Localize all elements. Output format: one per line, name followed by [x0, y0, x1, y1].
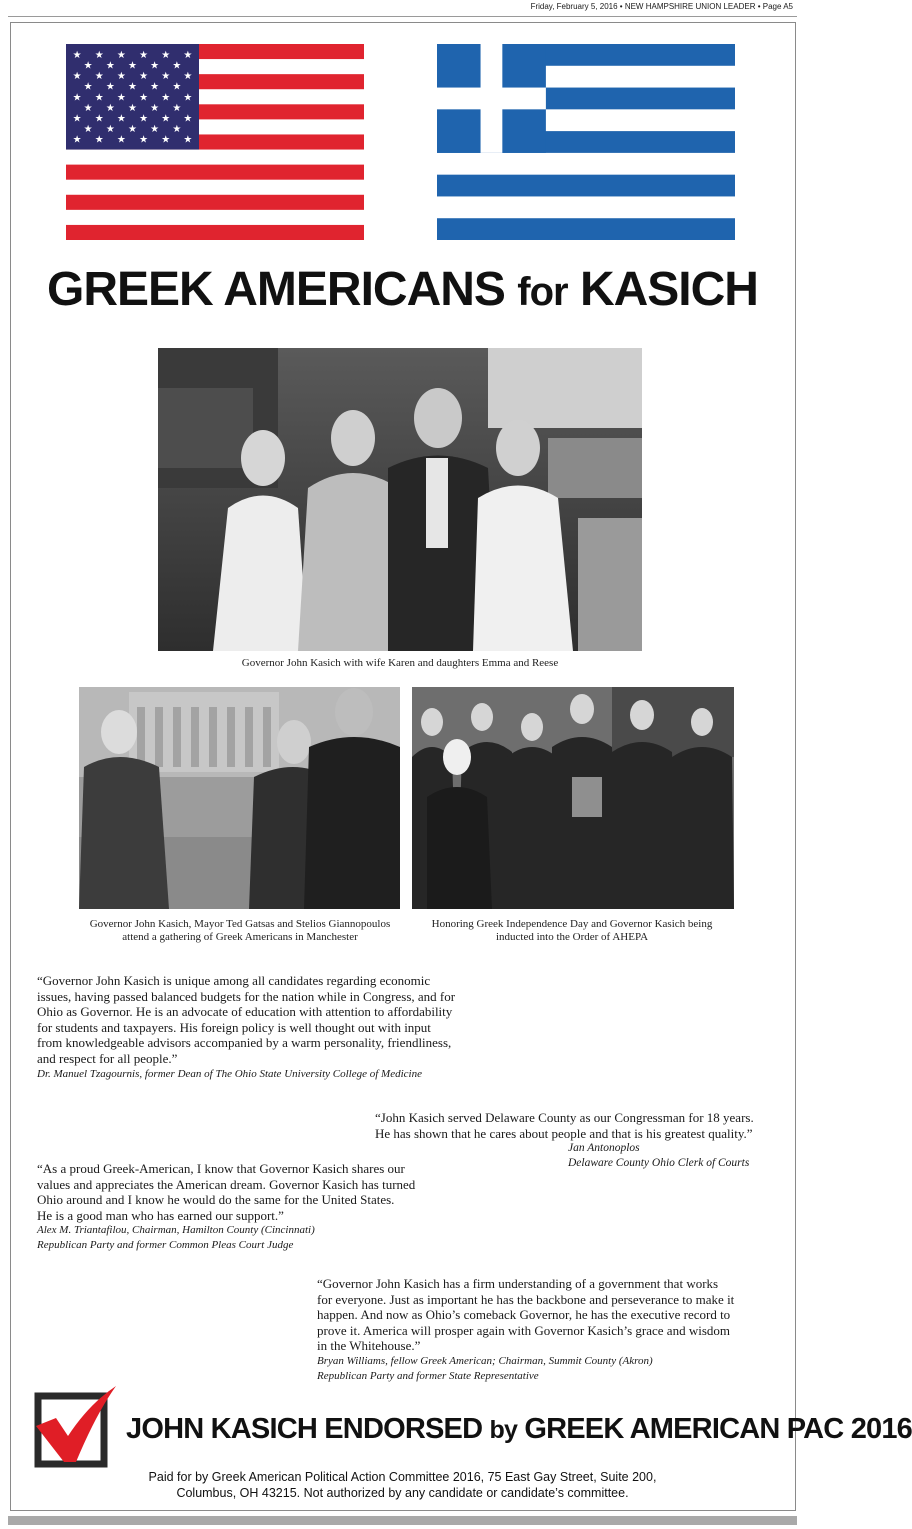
quote-attribution: Jan Antonoplos Delaware County Ohio Clerk of Courts [568, 1142, 750, 1170]
star-icon: ★ [161, 134, 171, 146]
star-icon: ★ [105, 102, 115, 114]
star-icon: ★ [83, 60, 93, 72]
quote-text: “As a proud Greek-American, I know that Governor Kasich shares our values and appreciates the American dream. Governor Kasich has turned Ohio around and I know he would do the same for the United States. He is a good man who has earned our support.” [37, 1161, 416, 1223]
star-icon: ★ [94, 71, 104, 83]
star-icon: ★ [183, 92, 193, 104]
star-icon: ★ [94, 50, 104, 62]
bottom-bar [8, 1516, 797, 1525]
headline [0, 262, 805, 317]
paid-for-disclaimer: Paid for by Greek American Political Action Committee 2016, 75 East Gay Street, Suite 200, Columbus, OH 43215. Not authorized by any candidate or candidate’s committee. [148, 1470, 657, 1500]
star-icon: ★ [94, 113, 104, 125]
star-icon: ★ [161, 113, 171, 125]
endorsement-name: JOHN KASICH ENDORSED [126, 1413, 483, 1445]
star-icon: ★ [72, 92, 82, 104]
family-photo [158, 348, 642, 651]
star-icon: ★ [150, 81, 160, 93]
family-photo-caption: Governor John Kasich with wife Karen and daughters Emma and Reese [241, 657, 559, 669]
star-icon: ★ [94, 134, 104, 146]
star-icon: ★ [161, 71, 171, 83]
star-icon: ★ [128, 102, 137, 114]
american-flag [66, 44, 364, 240]
star-icon: ★ [161, 50, 171, 62]
star-icon: ★ [128, 123, 137, 135]
greek-flag-stripe [437, 218, 735, 240]
star-icon: ★ [83, 123, 93, 135]
star-icon: ★ [83, 102, 93, 114]
star-icon: ★ [116, 113, 126, 125]
checkbox-checkmark-icon [34, 1384, 120, 1468]
star-icon: ★ [172, 81, 182, 93]
greek-flag-stripe [437, 175, 735, 197]
masthead: Friday, February 5, 2016 • NEW HAMPSHIRE UNION LEADER • Page A5 [8, 0, 797, 17]
star-icon: ★ [105, 123, 115, 135]
quote-text: “Governor John Kasich has a firm understanding of a government that works for everyone. Just as important he has the backbone and perseverance to make it happen. And now as Ohio’s comeback Governor, he has the executive record to prove it. America will prosper again with Governor Kasich’s grace and wisdom in the Whitehouse.” [317, 1276, 735, 1354]
ahepa-photo-caption: Honoring Greek Independence Day and Governor Kasich being inducted into the Order of AHEPA [431, 918, 713, 943]
quote-triantafilou [37, 1161, 477, 1253]
star-icon: ★ [83, 81, 93, 93]
star-icon: ★ [161, 92, 171, 104]
star-icon: ★ [172, 60, 182, 72]
ahepa-photo [412, 687, 734, 909]
star-icon: ★ [183, 113, 193, 125]
star-icon: ★ [139, 92, 149, 104]
star-icon: ★ [116, 134, 126, 146]
quote-attribution: Bryan Williams, fellow Greek American; Chairman, Summit County (Akron) Republican Party and former State Representative [317, 1354, 653, 1382]
star-icon: ★ [172, 123, 182, 135]
star-icon: ★ [183, 134, 193, 146]
star-icon: ★ [150, 102, 160, 114]
star-icon: ★ [116, 50, 126, 62]
star-icon: ★ [72, 71, 82, 83]
star-icon: ★ [94, 92, 104, 104]
star-icon: ★ [183, 50, 193, 62]
quote-text: “Governor John Kasich is unique among all candidates regarding economic issues, having passed balanced budgets for the nation while in Congress, and for Ohio as Governor. He is an advocate of education with attention to affordability for students and taxpayers. His foreign policy is well thought out with input from knowledgeable advisors accompanied by a warm personality, friendliness, and respect for all people.” [37, 973, 456, 1066]
us-flag-stripe [66, 165, 364, 180]
endorsement-line [126, 1413, 912, 1446]
star-icon: ★ [128, 60, 137, 72]
quote-tzagournis [37, 973, 507, 1082]
star-icon: ★ [150, 60, 160, 72]
us-flag-stripe [66, 195, 364, 210]
star-icon: ★ [105, 81, 115, 93]
star-icon: ★ [139, 71, 149, 83]
star-icon: ★ [116, 71, 126, 83]
headline-for: for [517, 270, 568, 314]
greek-cross-horizontal [437, 88, 546, 110]
star-icon: ★ [183, 71, 193, 83]
quote-text: “John Kasich served Delaware County as our Congressman for 18 years. He has shown that he cares about people and that is his greatest quality.” [375, 1110, 754, 1141]
quote-attribution: Dr. Manuel Tzagournis, former Dean of The Ohio State University College of Medicine [37, 1067, 422, 1080]
star-icon: ★ [139, 50, 149, 62]
star-icon: ★ [72, 134, 82, 146]
star-icon: ★ [72, 50, 82, 62]
star-icon: ★ [172, 102, 182, 114]
endorsement-by: by [489, 1416, 518, 1444]
greek-flag [437, 44, 735, 240]
star-icon: ★ [139, 113, 149, 125]
star-icon: ★ [139, 134, 149, 146]
quote-attribution: Alex M. Triantafilou, Chairman, Hamilton County (Cincinnati) Republican Party and former Common Pleas Court Judge [37, 1224, 315, 1252]
endorsement-org: GREEK AMERICAN PAC 2016 [524, 1413, 912, 1445]
star-icon: ★ [105, 60, 115, 72]
headline-main: GREEK AMERICANS [47, 263, 505, 316]
star-icon: ★ [150, 123, 160, 135]
gathering-photo-caption: Governor John Kasich, Mayor Ted Gatsas and Stelios Giannopoulos attend a gathering of Greek Americans in Manchester [89, 918, 391, 943]
star-icon: ★ [72, 113, 82, 125]
us-flag-stripe [66, 225, 364, 240]
gathering-photo [79, 687, 400, 909]
headline-name: KASICH [579, 263, 758, 316]
quote-williams [317, 1276, 787, 1384]
star-icon: ★ [116, 92, 126, 104]
star-icon: ★ [128, 81, 137, 93]
